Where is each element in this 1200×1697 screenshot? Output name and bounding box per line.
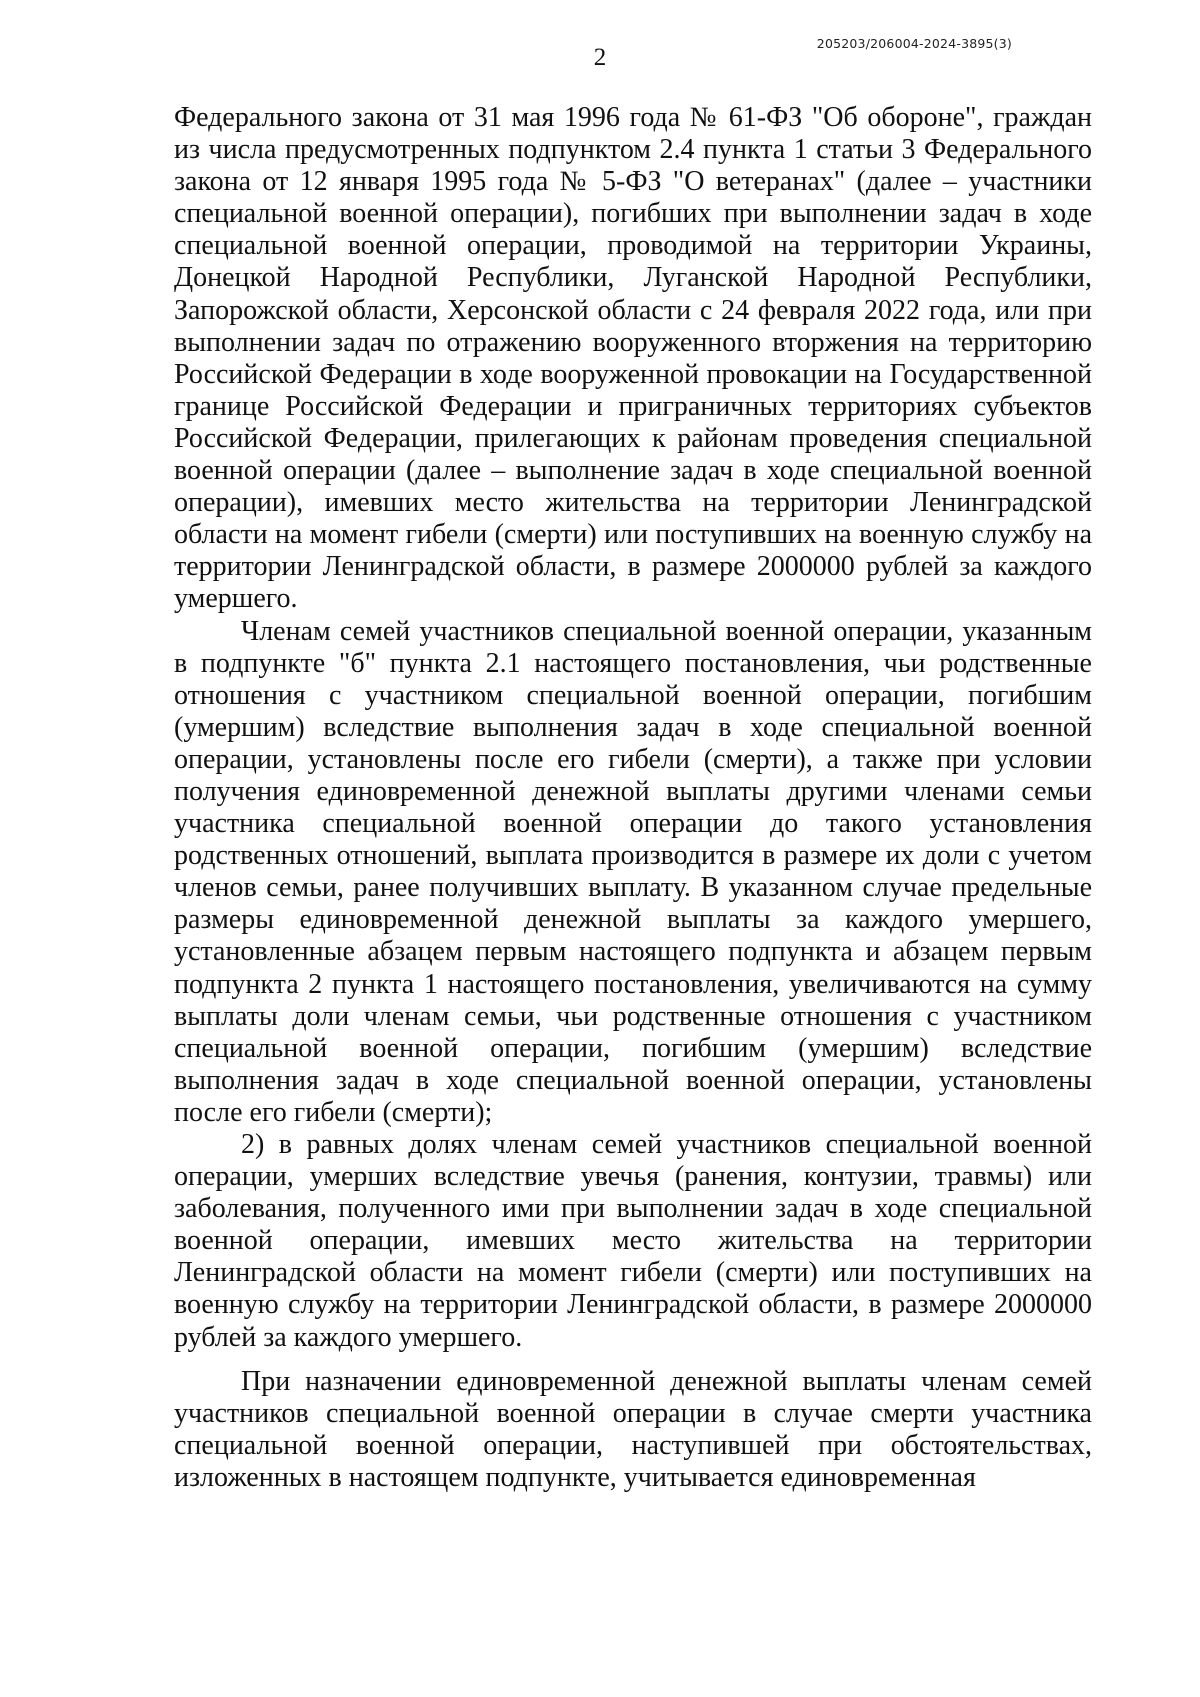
paragraph-subpoint-2: 2) в равных долях членам семей участников специальной военной операции, умерших вследствие увечья (ранения, контузии, травмы) или заболевания, полученного ими при выполнении задач в ходе специальной военной операции, имевших место жительства на территории Ленинградской области на момент гибели (смерти) или поступивших на военную службу на территории Ленинградской области, в размере 2000000 рублей за каждого умершего. [174,1129,1092,1353]
paragraph-payment-assignment: При назначении единовременной денежной выплаты членам семей участников специальной военной операции в случае смерти участника специальной военной операции, наступившей при обстоятельствах, изложенных в настоящем подпункте, учитывается единовременная [174,1365,1092,1493]
document-registration-code: 205203/206004-2024-3895(3) [816,36,1012,51]
document-body [174,102,1092,1494]
paragraph-continuation: Федерального закона от 31 мая 1996 года № 61-ФЗ "Об обороне", граждан из числа предусмотренных подпунктом 2.4 пункта 1 статьи 3 Федерального закона от 12 января 1995 года № 5-ФЗ "О ветеранах" (далее – участники специальной военной операции), погибших при выполнении задач в ходе специальной военной операции, проводимой на территории Украины, Донецкой Народной Республики, Луганской Народной Республики, Запорожской области, Херсонской области с 24 февраля 2022 года, или при выполнении задач по отражению вооруженного вторжения на территорию Российской Федерации в ходе вооруженной провокации на Государственной границе Российской Федерации и приграничных территориях субъектов Российской Федерации, прилегающих к районам проведения специальной военной операции (далее – выполнение задач в ходе специальной военной операции), имевших место жительства на территории Ленинградской области на момент гибели (смерти) или поступивших на военную службу на территории Ленинградской области, в размере 2000000 рублей за каждого умершего. [174,102,1092,615]
page-number: 2 [593,44,607,71]
paragraph-family-members: Членам семей участников специальной военной операции, указанным в подпункте "б" пункта 2.1 настоящего постановления, чьи родственные отношения с участником специальной военной операции, погибшим (умершим) вследствие выполнения задач в ходе специальной военной операции, установлены после его гибели (смерти), а также при условии получения единовременной денежной выплаты другими членами семьи участника специальной военной операции до такого установления родственных отношений, выплата производится в размере их доли с учетом членов семьи, ранее получивших выплату. В указанном случае предельные размеры единовременной денежной выплаты за каждого умершего, установленные абзацем первым настоящего подпункта и абзацем первым подпункта 2 пункта 1 настоящего постановления, увеличиваются на сумму выплаты доли членам семьи, чьи родственные отношения с участником специальной военной операции, погибшим (умершим) вследствие выполнения задач в ходе специальной военной операции, установлены после его гибели (смерти); [174,615,1092,1128]
